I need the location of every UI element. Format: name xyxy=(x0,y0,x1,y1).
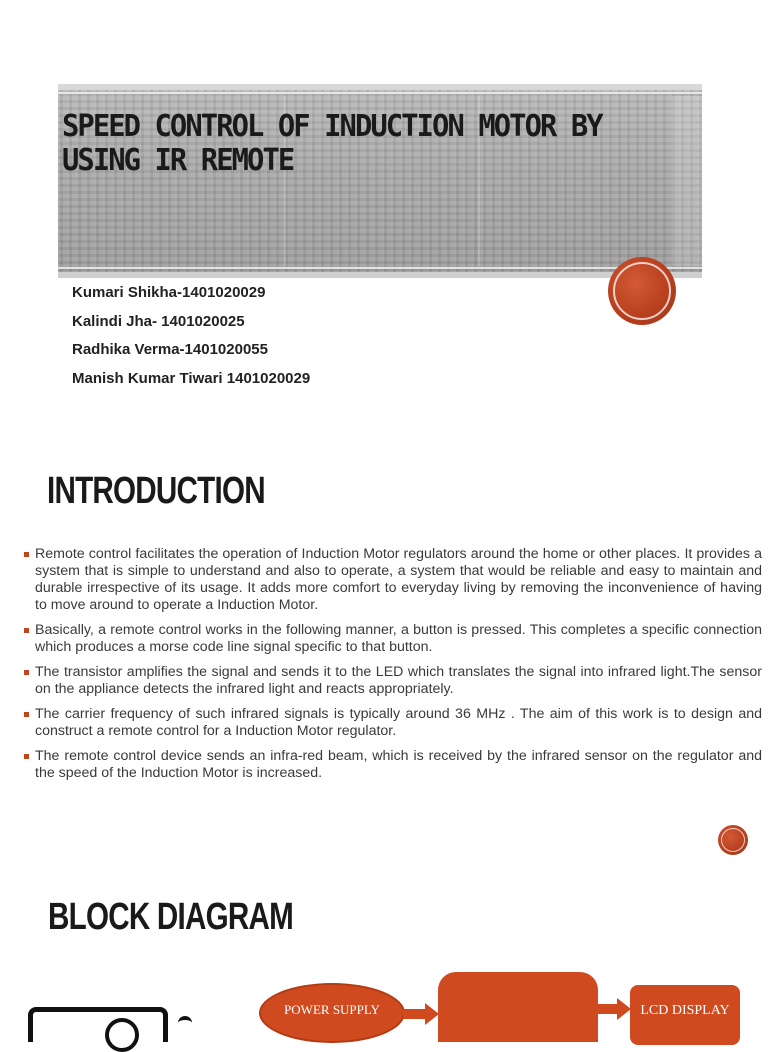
bullet-text: The carrier frequency of such infrared signals is typically around 36 MHz . The aim of this work is to design and construct a remote control for a Induction Motor regulator. xyxy=(35,706,762,739)
circle-ring xyxy=(613,262,671,320)
bullet-marker-icon xyxy=(24,628,29,633)
bullet-marker-icon xyxy=(24,754,29,759)
bullet-item xyxy=(24,622,762,656)
block-diagram-slide xyxy=(0,870,768,1024)
author-item: Kumari Shikha-1401020029 xyxy=(72,284,266,301)
title-band xyxy=(58,84,702,278)
circle-ring xyxy=(721,828,745,852)
bullet-text: The remote control device sends an infra-red beam, which is received by the infrared sensor on the regulator and the speed of the Induction Motor is increased. xyxy=(35,748,762,781)
remote-knob xyxy=(105,1018,139,1052)
bullet-item xyxy=(24,748,762,782)
author-item: Manish Kumar Tiwari 1401020029 xyxy=(72,369,311,387)
bullet-item xyxy=(24,664,762,698)
bullet-item xyxy=(24,546,762,614)
introduction-slide xyxy=(0,440,768,860)
lcd-display-block xyxy=(630,985,740,1045)
bullet-text: Basically, a remote control works in the following manner, a button is pressed. This completes a specific connection which produces a morse code line signal specific to that button. xyxy=(35,622,762,655)
arrow-shaft xyxy=(403,1009,427,1019)
bullet-list xyxy=(24,546,762,790)
slide-title-line1: SPEED CONTROL OF INDUCTION MOTOR BY xyxy=(62,109,602,144)
section-title: INTRODUCTION xyxy=(47,470,265,512)
arrow-head xyxy=(425,1003,439,1025)
section-title: BLOCK DIAGRAM xyxy=(48,896,294,938)
signal-arc-icon xyxy=(178,1016,192,1030)
band-stripe xyxy=(58,84,702,90)
bullet-item xyxy=(24,706,762,740)
band-stripe xyxy=(58,272,702,278)
author-item: Radhika Verma-1401020055 xyxy=(72,341,268,358)
arrow-shaft xyxy=(597,1004,619,1014)
power-supply-block xyxy=(259,983,405,1043)
arrow-right-icon xyxy=(403,1003,440,1025)
title-slide xyxy=(0,0,768,430)
author-item: Kalindi Jha- 1401020025 xyxy=(72,312,245,330)
controller-block xyxy=(438,972,598,1042)
slide-title-line2: USING IR REMOTE xyxy=(62,143,294,178)
slide-title xyxy=(62,110,667,178)
red-circle-icon xyxy=(608,257,676,325)
band-highlight xyxy=(672,96,702,266)
band-stripe xyxy=(58,267,702,269)
remote-device-icon xyxy=(28,1007,168,1042)
bullet-marker-icon xyxy=(24,552,29,557)
red-circle-icon xyxy=(718,825,748,855)
bullet-marker-icon xyxy=(24,712,29,717)
author-list xyxy=(72,279,310,393)
lcd-display-label: LCD DISPLAY xyxy=(640,1003,730,1018)
bullet-marker-icon xyxy=(24,670,29,675)
arrow-head xyxy=(617,998,631,1020)
arrow-right-icon xyxy=(597,998,631,1020)
power-supply-label: POWER SUPPLY xyxy=(284,1002,380,1017)
bullet-text: The transistor amplifies the signal and sends it to the LED which translates the signal into infrared light.The sensor on the appliance detects the infrared light and reacts appropriately. xyxy=(35,664,762,697)
band-stripe xyxy=(58,92,702,94)
bullet-text: Remote control facilitates the operation of Induction Motor regulators around the home or other places. It provides a system that is simple to understand and also to operate, a system that would be reliable and easy to maintain and durable irrespective of its usage. It adds more comfort to everyday living by removing the inconvenience of having to move around to operate a Induction Motor. xyxy=(35,546,762,613)
